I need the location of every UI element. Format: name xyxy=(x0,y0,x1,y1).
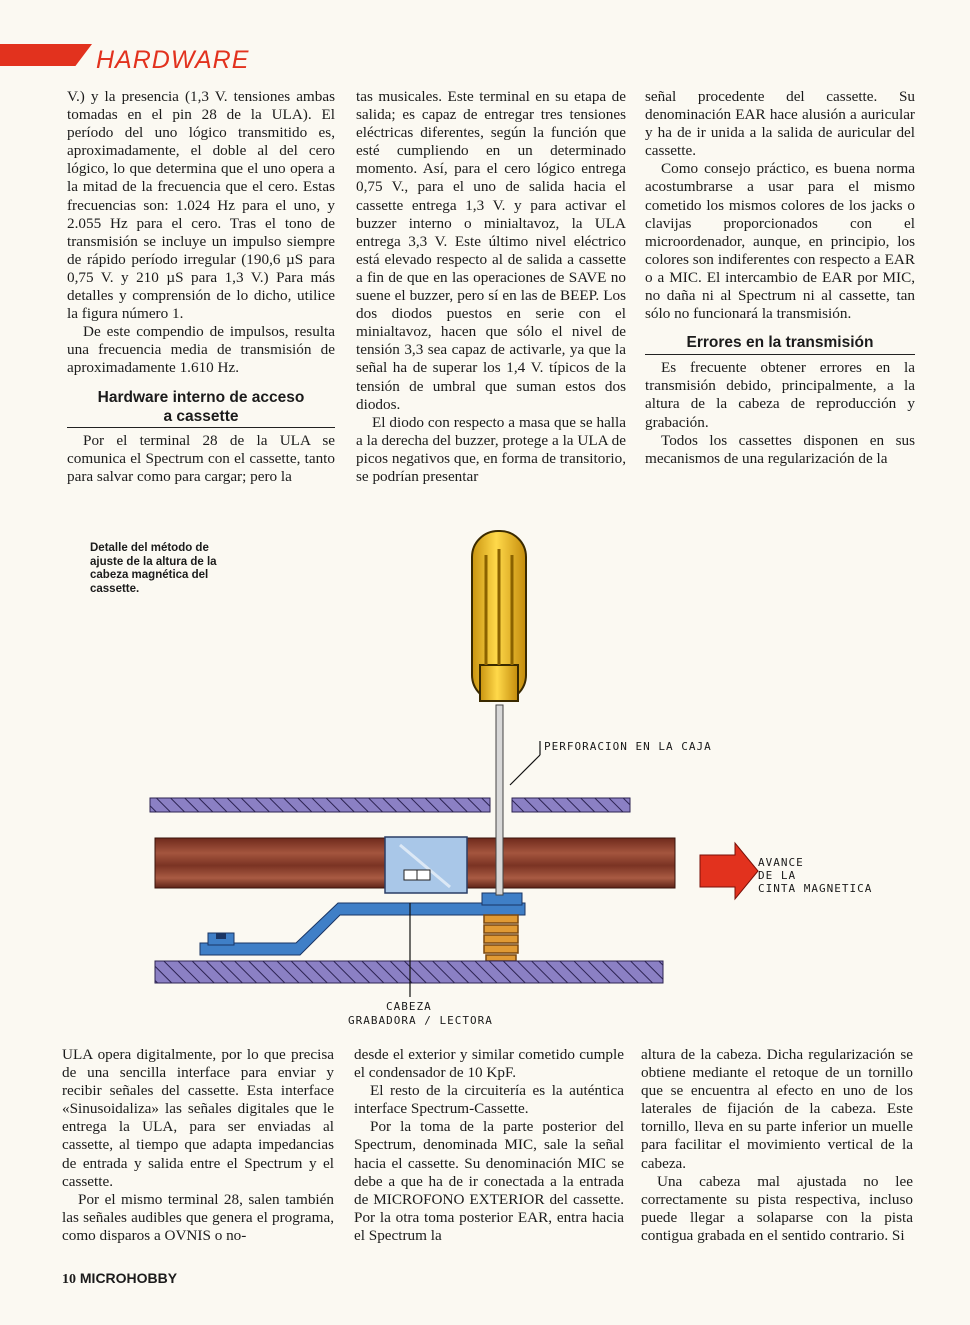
screwdriver-shaft xyxy=(496,705,503,895)
section-title: HARDWARE xyxy=(96,46,250,74)
paragraph: Por el terminal 28 de la ULA se comunica el Spectrum con el cassette, tanto para salvar como para cargar; pero la xyxy=(67,431,335,485)
cassette-head-illustration xyxy=(0,515,970,1035)
top-column-1 xyxy=(67,88,335,486)
subheading-line-1: Hardware interno de acceso xyxy=(97,388,305,406)
paragraph: señal procedente del cassette. Su denominación EAR hace alusión a auricular y ha de ir unida a la salida de auricular del cassette. xyxy=(645,88,915,160)
bottom-column-2 xyxy=(354,1046,624,1245)
paragraph: Como consejo práctico, es buena norma acostumbrarse a usar para el mismo cometido los mismos colores de los jacks o clavijas proporcionados con el microordenador, aunque, en principio, los colores son indiferentes con respecto a EAR o a MIC. El intercambio de EAR por MIC, no daña ni al Spectrum ni al cassette, tan sólo no funcionará la transmisión. xyxy=(645,160,915,323)
paragraph: Por el mismo terminal 28, salen también las señales audibles que genera el programa, como disparos a OVNIS o no- xyxy=(62,1190,334,1244)
label-perforacion: PERFORACION EN LA CAJA xyxy=(544,740,712,753)
paragraph: Por la toma de la parte posterior del Spectrum, denominada MIC, sale la señal hacia el cassette. Su denominación MIC se debe a que ha de ir conectada a la entrada de MICROFONO EXTERIOR del cassette. Por la otra toma posterior EAR, entra hacia el Spectrum la xyxy=(354,1118,624,1244)
paragraph: desde el exterior y similar cometido cumple el condensador de 10 KpF. xyxy=(354,1046,624,1082)
subheading-line-2: a cassette xyxy=(67,407,335,428)
tape-direction-arrow xyxy=(700,843,758,899)
paragraph: ULA opera digitalmente, por lo que precisa de una sencilla interface para enviar y recibir señales del cassette. Esta interface «Sinusoidaliza» las señales digitales que le entrega la ULA, para ser enviadas al cassette, al tiempo que adapta impedancias de entrada y salida entre el Spectrum y el cassette. xyxy=(62,1046,334,1190)
paragraph: El diodo con respecto a masa que se halla a la derecha del buzzer, protege a la ULA de picos negativos que, en forma de transitorio, se podrían presentar xyxy=(356,413,626,485)
paragraph: V.) y la presencia (1,3 V. tensiones ambas tomadas en el pin 28 de la ULA). El período del uno lógico transmitido es, aproximadamente, el doble al del cero lógico, lo que determina que el uno opera a la mitad de la frecuencia que el cero. Estas frecuencias son: 1.024 Hz para el uno, y 2.055 Hz para el cero. Tras el tono de transmisión se incluye un impulso siempre de rápido período irregular (190,6 µS para 0,75 V. y 210 µS para 1,3 V.) Para más detalles y comprensión de lo dicho, utilice la figura número 1. xyxy=(67,88,335,323)
casing-top-right xyxy=(512,798,630,812)
paragraph: Una cabeza mal ajustada no lee correctamente su pista respectiva, incluso puede llegar a solaparse con la pista contigua grabada en el sentido contrario. Si xyxy=(641,1172,913,1244)
header-accent-bar xyxy=(0,44,92,66)
bottom-column-3 xyxy=(641,1046,913,1245)
page-footer xyxy=(62,1270,177,1288)
casing-base xyxy=(155,961,663,983)
paragraph: Todos los cassettes disponen en sus mecanismos de una regularización de la xyxy=(645,431,915,467)
subheading-errores: Errores en la transmisión xyxy=(645,333,915,355)
figure-caption: Detalle del método de ajuste de la altura de la cabeza magnética del cassette. xyxy=(90,542,217,595)
label-cabeza-line-1: CABEZA xyxy=(386,1000,432,1013)
casing-top-left xyxy=(150,798,490,812)
paragraph: El resto de la circuitería es la auténtica interface Spectrum-Cassette. xyxy=(354,1082,624,1118)
paragraph: altura de la cabeza. Dicha regularización se obtiene mediante el retoque de un tornillo que se encuentra al efecto en uno de los laterales de fijación de la cabeza. Este tornillo, lleva en su parte inferior un muelle para facilitar el movimiento vertical de la cabeza. xyxy=(641,1046,913,1172)
bottom-column-1 xyxy=(62,1046,334,1245)
label-avance-line-3: CINTA MAGNETICA xyxy=(758,882,873,895)
paragraph: De este compendio de impulsos, resulta una frecuencia media de transmisión de aproximadamente 1.610 Hz. xyxy=(67,323,335,377)
label-avance-line-1: AVANCE xyxy=(758,856,804,869)
label-avance-line-2: DE LA xyxy=(758,869,797,882)
subheading-hardware-interno xyxy=(67,388,335,428)
adjustment-spring xyxy=(484,915,518,961)
paragraph: Es frecuente obtener errores en la transmisión debido, principalmente, a la altura de la cabeza de reproducción y grabación. xyxy=(645,359,915,431)
paragraph: tas musicales. Este terminal en su etapa de salida; es capaz de entregar tres tensiones eléctricas diferentes, según la función que esté cumpliendo en un determinado momento. Así, para el cero lógico entrega 0,75 V., para el uno de salida hacia el cassette entrega 1,3 V. y para activar el buzzer interno o minialtavoz, la ULA entrega 3,3 V. Este último nivel eléctrico está elevado respecto al de salida a cassette a fin de que en las operaciones de SAVE no suene el buzzer, pero sí en las de BEEP. Los dos diodos puestos en serie con el minialtavoz, hacen que sólo el nivel de tensión 3,3 sea capaz de activarle, ya que la señal ha de superar los 1,4 V. típicos de la tensión de umbral que suman estos dos diodos. xyxy=(356,88,626,413)
page-number: 10 xyxy=(62,1272,76,1287)
screwdriver-handle xyxy=(472,531,526,701)
head-bracket xyxy=(200,903,525,955)
top-column-3 xyxy=(645,88,915,468)
magazine-name: MICROHOBBY xyxy=(79,1270,178,1286)
top-column-2 xyxy=(356,88,626,486)
label-cabeza-line-2: GRABADORA / LECTORA xyxy=(348,1014,493,1027)
